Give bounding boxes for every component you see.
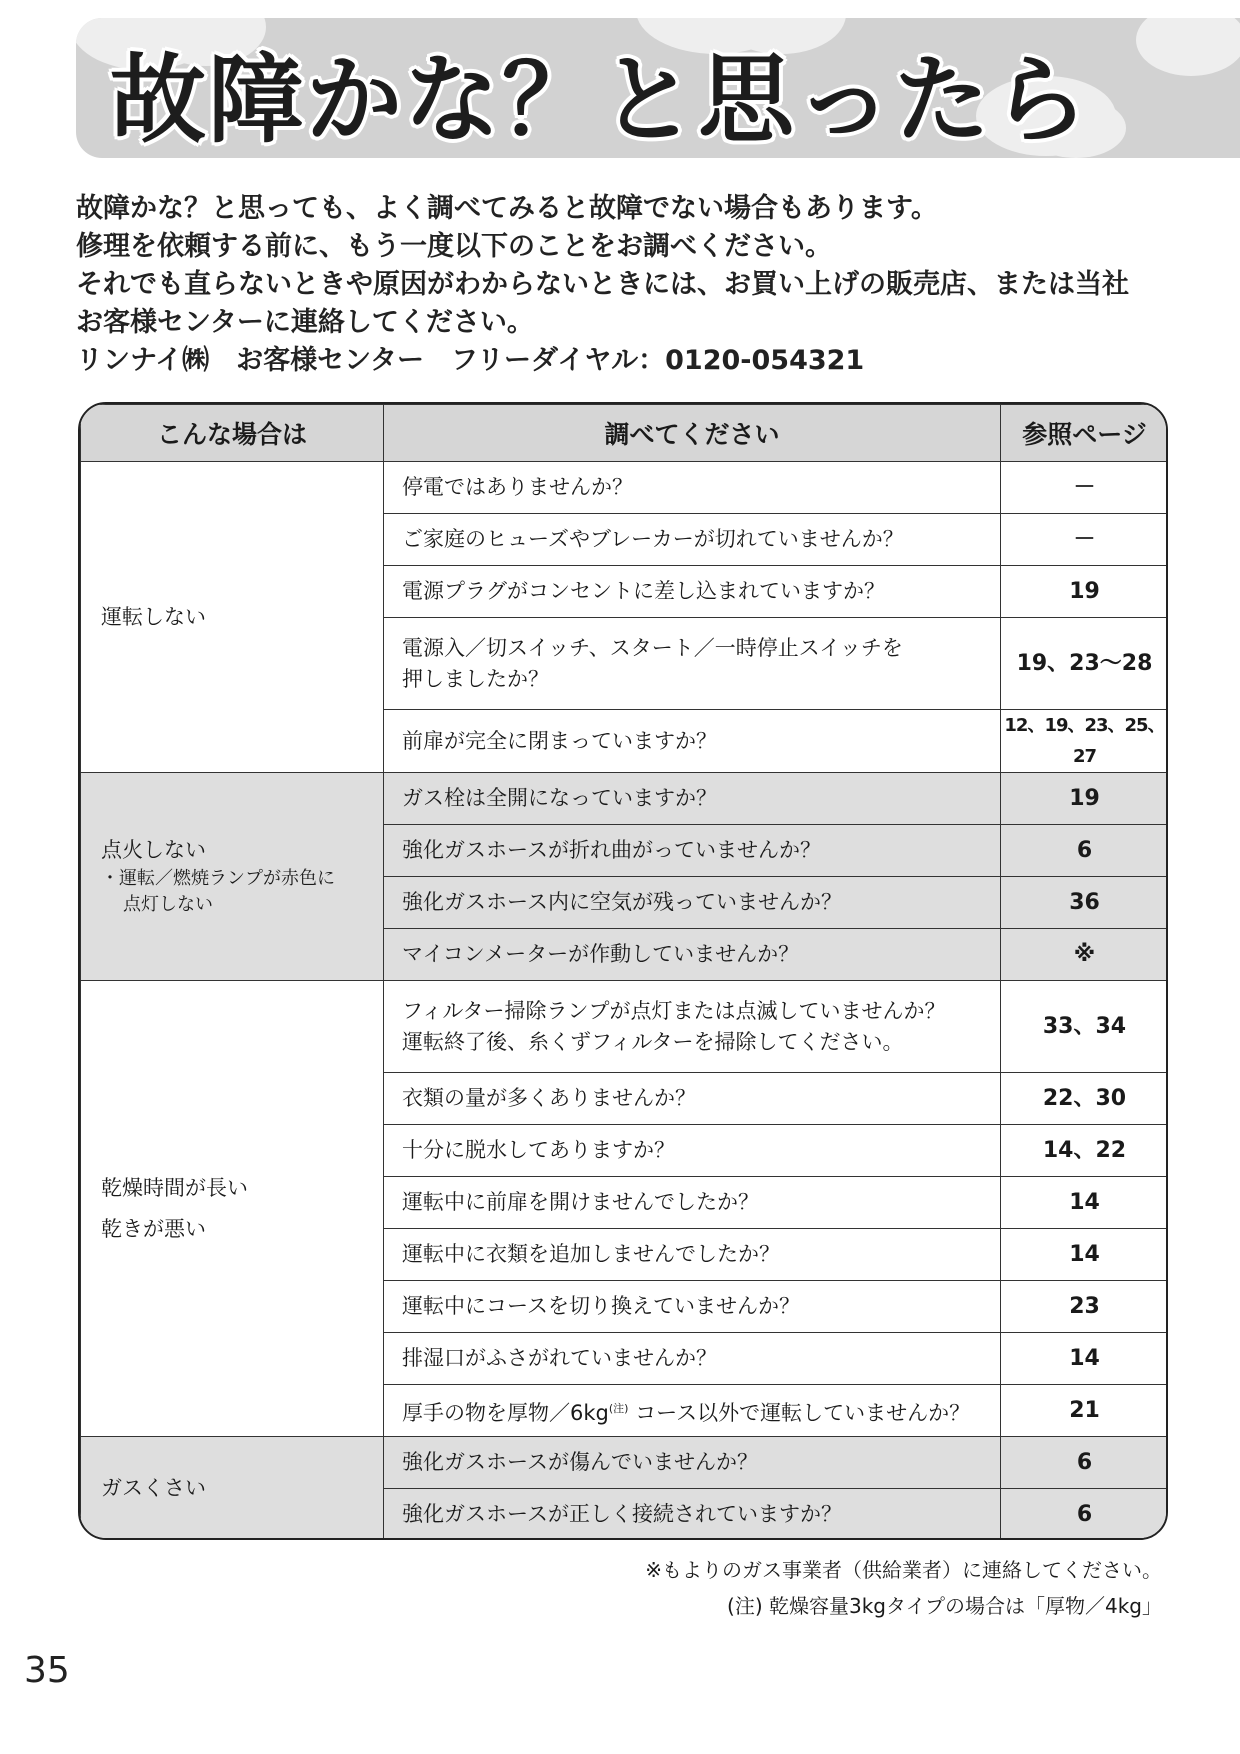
check-item-text: 厚手の物を厚物／6kg [402,1400,609,1425]
table-row [81,773,1169,825]
reference-page: 6 [1001,825,1169,877]
check-item: 強化ガスホース内に空気が残っていませんか？ [384,877,1001,929]
check-item: 運転中に前扉を開けませんでしたか？ [384,1177,1001,1229]
check-item: 停電ではありませんか？ [384,462,1001,514]
check-item: マイコンメーターが作動していませんか？ [384,929,1001,981]
footnote: ※もよりのガス事業者（供給業者）に連絡してください。 [645,1558,1162,1582]
footnote: (注) 乾燥容量3kgタイプの場合は「厚物／4kg」 [727,1594,1162,1618]
page-title: 故障かな？と思ったら [110,44,1090,156]
reference-page: 22、30 [1001,1073,1169,1125]
contact-line: リンナイ㈱ お客様センター フリーダイヤル：0120-054321 [76,345,865,376]
category-label: 点火しない [101,838,206,862]
reference-page: 36 [1001,877,1169,929]
check-item [384,1385,1001,1437]
check-item: 運転中にコースを切り換えていませんか？ [384,1281,1001,1333]
check-item: 排湿口がふさがれていませんか？ [384,1333,1001,1385]
category-sub-label: 点灯しない [123,894,213,915]
check-item: 強化ガスホースが正しく接続されていますか？ [384,1489,1001,1541]
reference-page: 14 [1001,1229,1169,1281]
reference-page: 21 [1001,1385,1169,1437]
reference-page: 12、19、23、25、27 [1001,710,1169,773]
intro-text [76,190,1196,380]
category-label: 運転しない [101,604,206,629]
check-item: 運転中に衣類を追加しませんでしたか？ [384,1229,1001,1281]
check-item: ガス栓は全開になっていますか？ [384,773,1001,825]
category-label: 乾きが悪い [101,1216,206,1241]
category-sub-label: ・運転／燃焼ランプが赤色に [101,868,335,889]
check-item: 前扉が完全に閉まっていますか？ [384,710,1001,773]
check-item: 電源プラグがコンセントに差し込まれていますか？ [384,566,1001,618]
reference-page: 6 [1001,1437,1169,1489]
cloud-decoration [1136,18,1240,76]
check-item: ご家庭のヒューズやブレーカーが切れていませんか？ [384,514,1001,566]
reference-page: － [1001,514,1169,566]
header-reference-page: 参照ページ [1001,405,1169,462]
footnotes [645,1552,1162,1624]
table-row [81,462,1169,514]
category-cell [81,981,384,1437]
check-item [384,618,1001,710]
check-item [384,981,1001,1073]
footnote-marker: (注) [608,1401,629,1415]
reference-page: 33、34 [1001,981,1169,1073]
check-item-text: コース以外で運転していませんか？ [635,1400,971,1425]
table-row [81,1437,1169,1489]
reference-page: 6 [1001,1489,1169,1541]
reference-page: － [1001,462,1169,514]
reference-page: 19 [1001,566,1169,618]
check-item-line: 押しましたか？ [402,666,549,691]
intro-line: 修理を依頼する前に、もう一度以下のことをお調べください。 [76,231,832,262]
intro-line: 故障かな？と思っても、よく調べてみると故障でない場合もあります。 [76,193,938,224]
reference-page: 19 [1001,773,1169,825]
header-condition: こんな場合は [81,405,384,462]
category-cell [81,462,384,773]
check-item-line: 電源入／切スイッチ、スタート／一時停止スイッチを [402,635,903,660]
check-item: 強化ガスホースが折れ曲がっていませんか？ [384,825,1001,877]
intro-line: お客様センターに連絡してください。 [76,307,534,338]
reference-page: 19、23～28 [1001,618,1169,710]
reference-page: 14 [1001,1333,1169,1385]
category-label: ガスくさい [101,1476,206,1500]
reference-page: 14、22 [1001,1125,1169,1177]
category-cell [81,1437,384,1541]
reference-page: 14 [1001,1177,1169,1229]
page-number: 35 [24,1650,70,1691]
intro-line: それでも直らないときや原因がわからないときには、お買い上げの販売店、または当社 [76,269,1129,300]
reference-page: 23 [1001,1281,1169,1333]
table-header-row [81,405,1169,462]
troubleshooting-table [78,402,1168,1540]
check-item: 衣類の量が多くありませんか？ [384,1073,1001,1125]
check-item-line: 運転終了後、糸くずフィルターを掃除してください。 [402,1029,904,1054]
check-item: 強化ガスホースが傷んでいませんか？ [384,1437,1001,1489]
reference-page: ※ [1001,929,1169,981]
check-item-line: フィルター掃除ランプが点灯または点滅していませんか？ [402,998,946,1023]
category-label: 乾燥時間が長い [101,1175,248,1200]
table-row [81,981,1169,1073]
check-item: 十分に脱水してありますか？ [384,1125,1001,1177]
header-check: 調べてください [384,405,1001,462]
category-cell [81,773,384,981]
